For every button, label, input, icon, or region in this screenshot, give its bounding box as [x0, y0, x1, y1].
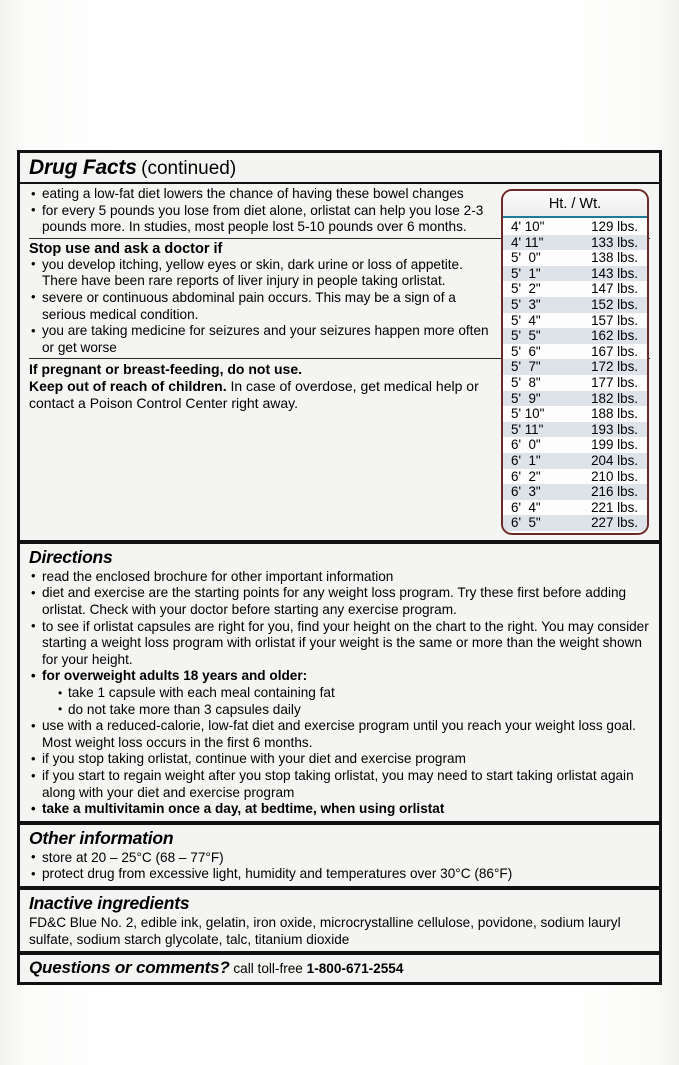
cell-weight: 143 lbs. [591, 265, 638, 281]
list-item: • store at 20 – 25°C (68 – 77°F) [29, 850, 650, 867]
list-item: • take 1 capsule with each meal containing fat [56, 685, 650, 702]
cell-weight: 182 lbs. [591, 390, 638, 406]
questions-heading: Questions or comments? [29, 958, 230, 978]
table-row [503, 235, 647, 251]
list-item: • if you start to regain weight after you stop taking orlistat, you may need to start taking orlistat again along with your diet and exercise program [29, 768, 650, 801]
list-item: • to see if orlistat capsules are right for you, find your height on the chart to the right. You may consider starting a weight loss program with orlistat if your weight is the same or more than the weight shown for your height. [29, 619, 650, 669]
cell-weight: 152 lbs. [591, 296, 638, 312]
list-item-multivitamin: • take a multivitamin once a day, at bedtime, when using orlistat [29, 801, 650, 818]
cell-weight: 172 lbs. [591, 359, 638, 375]
cell-height: 5' 11" [511, 421, 544, 437]
cell-height: 4' 10" [511, 219, 545, 234]
section-directions [20, 544, 659, 821]
list-item: • protect drug from excessive light, humidity and temperatures over 30°C (86°F) [29, 866, 650, 883]
cell-weight: 129 lbs. [591, 219, 638, 234]
table-row [503, 375, 647, 391]
cell-weight: 162 lbs. [591, 328, 638, 344]
cell-weight: 167 lbs. [591, 343, 638, 359]
cell-weight: 133 lbs. [591, 234, 638, 250]
section-other-information [20, 825, 659, 886]
section-intro [20, 184, 659, 540]
intro-bullet-list [29, 186, 650, 236]
table-row [503, 469, 647, 485]
list-item: • eating a low-fat diet lowers the chance of having these bowel changes [29, 186, 650, 203]
cell-weight: 147 lbs. [591, 281, 638, 297]
table-row [503, 437, 647, 453]
page-title-continued: (continued) [141, 158, 237, 179]
page-title: Drug Facts [29, 156, 137, 179]
section-questions [20, 955, 659, 982]
section-inactive-ingredients [20, 890, 659, 951]
table-row [503, 422, 647, 438]
cell-height: 4' 11" [511, 234, 544, 250]
cell-height: 6' 0" [511, 437, 541, 453]
cell-height: 5' 7" [511, 359, 541, 375]
cell-height: 5' 6" [511, 343, 541, 359]
table-row [503, 500, 647, 516]
list-item: • you are taking medicine for seizures and your seizures happen more often or get worse [29, 323, 650, 356]
questions-tail: call toll-free [229, 961, 307, 977]
cell-height: 5' 3" [511, 296, 541, 312]
list-item: • diet and exercise are the starting points for any weight loss program. Try these first before adding orlistat. Check with your doctor before starting any exercise program. [29, 585, 650, 618]
table-row [503, 391, 647, 407]
cell-height: 5' 9" [511, 390, 541, 406]
height-weight-table [501, 189, 649, 535]
cell-height: 5' 2" [511, 281, 541, 297]
inactive-ingredients-text: FD&C Blue No. 2, edible ink, gelatin, iron oxide, microcrystalline cellulose, povidone, sodium lauryl sulfate, sodium starch glycolate, talc, titanium dioxide [29, 914, 621, 947]
cell-weight: 138 lbs. [591, 250, 638, 266]
dosage-sub-list [42, 685, 650, 718]
table-header: Ht. / Wt. [503, 191, 647, 218]
list-item-overweight [29, 668, 650, 718]
children-warning-bold: Keep out of reach of children. [29, 378, 227, 395]
cell-height: 6' 4" [511, 499, 541, 515]
table-row [503, 359, 647, 375]
cell-height: 6' 3" [511, 484, 541, 500]
directions-heading: Directions [29, 546, 113, 567]
stop-use-bullet-list [29, 257, 650, 357]
cell-weight: 177 lbs. [591, 374, 638, 390]
cell-weight: 221 lbs. [591, 499, 638, 515]
cell-height: 5' 0" [511, 250, 541, 266]
cell-height: 5' 4" [511, 312, 541, 328]
phone-number[interactable]: 1-800-671-2554 [306, 961, 404, 977]
cell-height: 6' 1" [511, 452, 541, 468]
list-item: • use with a reduced-calorie, low-fat diet and exercise program until you reach your weight loss goal. Most weight loss occurs in the first 6 months. [29, 718, 650, 751]
cell-height: 5' 10" [511, 406, 545, 422]
drug-facts-label [17, 150, 662, 985]
cell-weight: 199 lbs. [591, 437, 638, 453]
list-item: • you develop itching, yellow eyes or skin, dark urine or loss of appetite. There have been rare reports of liver injury in people taking orlistat. [29, 257, 650, 290]
children-warning-rest: In case of overdose, get medical help or contact a Poison Control Center right away. [29, 378, 479, 412]
directions-bullet-list [29, 569, 650, 818]
table-row [503, 515, 647, 531]
cell-height: 6' 2" [511, 468, 541, 484]
cell-weight: 227 lbs. [591, 515, 638, 531]
list-item: • do not take more than 3 capsules daily [56, 702, 650, 719]
overweight-label: for overweight adults 18 years and older: [42, 668, 308, 684]
other-information-bullet-list [29, 850, 650, 883]
cell-weight: 216 lbs. [591, 484, 638, 500]
cell-height: 6' 5" [511, 515, 541, 531]
cell-height: 5' 5" [511, 328, 541, 344]
cell-weight: 157 lbs. [591, 312, 638, 328]
cell-weight: 210 lbs. [591, 468, 638, 484]
cell-height: 5' 8" [511, 374, 541, 390]
label-title-row [20, 153, 659, 184]
pregnancy-warning: If pregnant or breast-feeding, do not use. [29, 361, 303, 378]
table-row [503, 453, 647, 469]
cell-height: 5' 1" [511, 265, 541, 281]
table-row [503, 484, 647, 500]
other-information-heading: Other information [29, 827, 174, 848]
list-item: • for every 5 pounds you lose from diet alone, orlistat can help you lose 2-3 pounds more. In studies, most people lost 5-10 pounds over 6 months. [29, 203, 650, 236]
list-item: • if you stop taking orlistat, continue with your diet and exercise program [29, 751, 650, 768]
stop-use-heading: Stop use and ask a doctor if [29, 240, 223, 257]
list-item: • read the enclosed brochure for other important information [29, 569, 650, 586]
cell-weight: 204 lbs. [591, 452, 638, 468]
list-item: • severe or continuous abdominal pain occurs. This may be a sign of a serious medical condition. [29, 290, 650, 323]
cell-weight: 188 lbs. [591, 406, 638, 422]
cell-weight: 193 lbs. [591, 421, 638, 437]
table-row [503, 406, 647, 422]
inactive-ingredients-heading: Inactive ingredients [29, 892, 190, 913]
